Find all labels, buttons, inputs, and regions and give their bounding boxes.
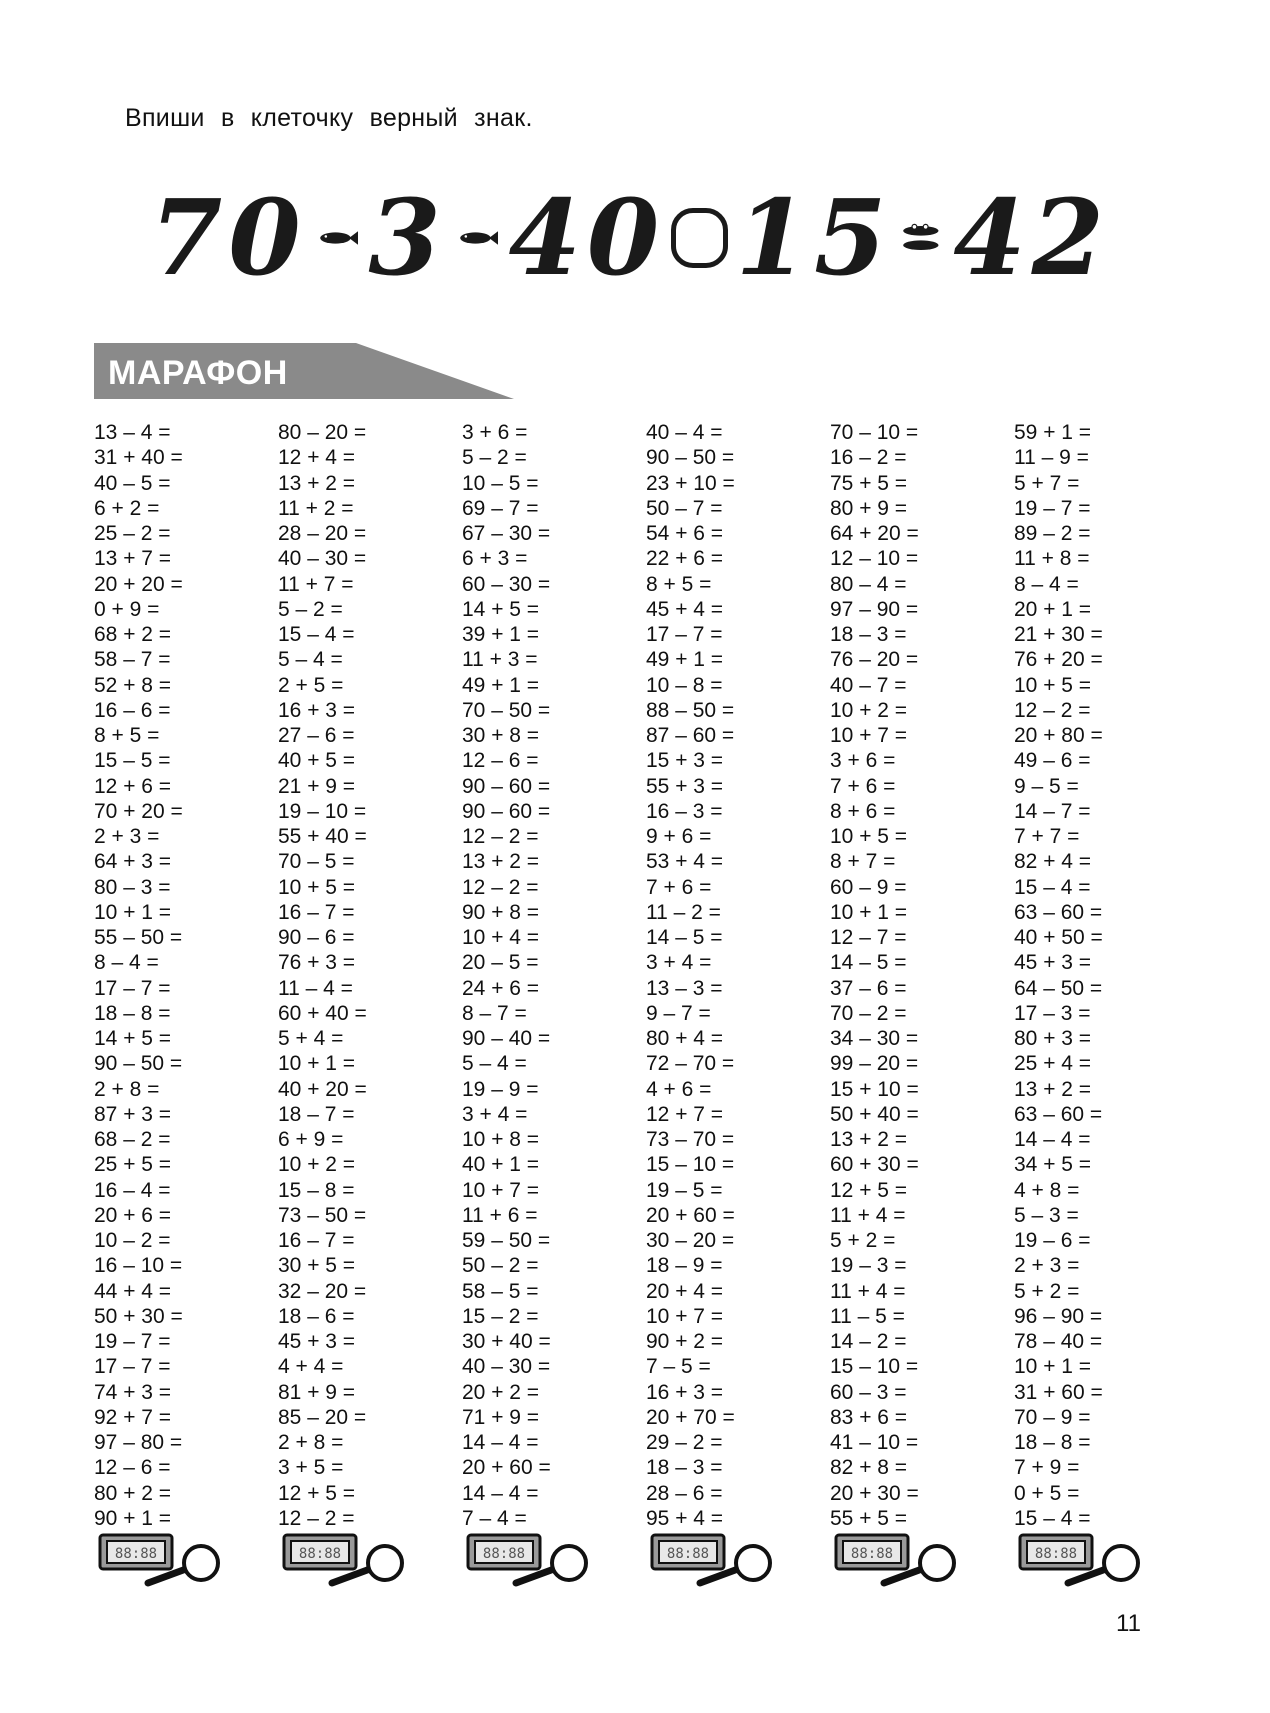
exercise-item: 23 + 10 = xyxy=(646,471,735,495)
exercise-item: 10 + 5 = xyxy=(278,875,356,899)
exercise-item: 10 + 7 = xyxy=(646,1304,724,1328)
exercise-column xyxy=(462,420,642,1531)
exercise-item: 55 + 3 = xyxy=(646,774,724,798)
fish-minus-icon xyxy=(317,225,359,251)
exercise-item: 90 – 60 = xyxy=(462,799,551,823)
exercise-item: 10 + 1 = xyxy=(278,1052,356,1076)
exercise-item: 15 – 4 = xyxy=(278,623,355,646)
exercise-item: 24 + 6 = xyxy=(462,976,540,1000)
exercise-item: 2 + 3 = xyxy=(1014,1254,1080,1278)
exercise-item: 7 + 6 = xyxy=(646,875,712,899)
exercise-item: 82 + 8 = xyxy=(830,1456,908,1480)
exercise-item: 12 + 5 = xyxy=(830,1178,908,1202)
exercise-item: 4 + 6 = xyxy=(646,1077,712,1101)
exercise-item: 50 – 7 = xyxy=(646,496,723,520)
exercise-item: 90 – 50 = xyxy=(94,1052,183,1076)
exercise-item: 11 + 3 = xyxy=(462,648,538,672)
exercise-item: 16 – 7 = xyxy=(278,900,355,924)
exercise-item: 32 – 20 = xyxy=(278,1279,367,1303)
exercise-item: 87 – 60 = xyxy=(646,724,735,747)
exercise-item: 12 – 2 = xyxy=(462,875,539,899)
exercise-item: 8 + 7 = xyxy=(830,850,896,874)
exercise-item: 14 + 5 = xyxy=(94,1027,172,1050)
exercise-item: 30 + 8 = xyxy=(462,724,540,747)
exercise-item: 15 – 2 = xyxy=(462,1304,539,1328)
exercise-item: 3 + 5 = xyxy=(278,1456,344,1480)
exercise-item: 7 + 7 = xyxy=(1014,825,1080,848)
exercise-item: 16 – 10 = xyxy=(94,1254,183,1278)
exercise-item: 58 – 5 = xyxy=(462,1279,539,1303)
exercise-item: 40 – 4 = xyxy=(646,421,723,444)
exercise-item: 7 + 6 = xyxy=(830,774,896,798)
exercise-item: 60 – 9 = xyxy=(830,875,907,899)
stopwatch-magnifier-icon xyxy=(650,1533,775,1589)
exercise-column xyxy=(1014,420,1194,1531)
exercise-item: 19 – 3 = xyxy=(830,1254,907,1278)
fish-equals-icon xyxy=(900,218,945,258)
exercise-item: 5 – 2 = xyxy=(462,446,527,470)
exercise-item: 13 + 7 = xyxy=(94,547,172,571)
exercise-item: 40 – 30 = xyxy=(462,1355,551,1379)
exercise-item: 64 + 3 = xyxy=(94,850,172,874)
stopwatch-magnifier-icon xyxy=(98,1533,223,1589)
exercise-item: 18 – 9 = xyxy=(646,1254,723,1278)
exercise-item: 0 + 9 = xyxy=(94,597,160,621)
exercise-item: 4 + 8 = xyxy=(1014,1178,1080,1202)
exercise-item: 34 – 30 = xyxy=(830,1027,919,1050)
exercise-item: 16 – 3 = xyxy=(646,799,723,823)
exercise-item: 49 + 1 = xyxy=(462,673,540,697)
exercise-item: 2 + 5 = xyxy=(278,673,344,697)
exercise-item: 11 – 9 = xyxy=(1014,446,1089,470)
exercise-item: 18 – 8 = xyxy=(1014,1431,1091,1454)
stopwatch-magnifier-icon xyxy=(466,1533,591,1589)
exercise-item: 97 – 90 = xyxy=(830,597,919,621)
exercise-item: 83 + 6 = xyxy=(830,1405,908,1429)
exercise-item: 87 + 3 = xyxy=(94,1102,172,1126)
exercise-item: 11 + 4 = xyxy=(830,1279,906,1303)
exercise-item: 76 + 20 = xyxy=(1014,648,1103,672)
exercise-item: 16 – 7 = xyxy=(278,1229,355,1252)
exercise-item: 15 – 5 = xyxy=(94,749,171,773)
exercise-item: 5 – 4 = xyxy=(462,1052,527,1076)
section-title: МАРАФОН xyxy=(108,354,288,392)
exercise-item: 52 + 8 = xyxy=(94,673,172,697)
exercise-item: 54 + 6 = xyxy=(646,522,724,545)
exercise-item: 12 – 6 = xyxy=(462,749,539,773)
exercise-item: 60 – 3 = xyxy=(830,1380,907,1404)
exercise-item: 12 – 7 = xyxy=(830,926,907,949)
exercise-item: 20 + 80 = xyxy=(1014,724,1103,747)
exercise-item: 20 + 70 = xyxy=(646,1405,735,1429)
exercise-item: 44 + 4 = xyxy=(94,1279,172,1303)
exercise-item: 55 – 50 = xyxy=(94,926,183,949)
exercise-item: 15 – 10 = xyxy=(830,1355,919,1379)
exercise-item: 15 + 3 = xyxy=(646,749,724,773)
exercise-item: 82 + 4 = xyxy=(1014,850,1092,874)
exercise-item: 12 – 6 = xyxy=(94,1456,171,1480)
exercise-item: 64 – 50 = xyxy=(1014,976,1103,1000)
exercise-item: 20 + 30 = xyxy=(830,1481,919,1505)
exercise-item: 13 + 2 = xyxy=(278,471,356,495)
exercise-item: 40 + 20 = xyxy=(278,1077,367,1101)
exercise-item: 3 + 6 = xyxy=(830,749,896,773)
exercise-item: 14 – 4 = xyxy=(1014,1128,1091,1151)
exercise-item: 50 + 40 = xyxy=(830,1102,919,1126)
exercise-item: 50 + 30 = xyxy=(94,1304,183,1328)
svg-text:88:88: 88:88 xyxy=(298,1546,342,1562)
exercise-item: 90 – 6 = xyxy=(278,926,355,949)
exercise-item: 37 – 6 = xyxy=(830,976,907,1000)
exercise-item: 96 – 90 = xyxy=(1014,1304,1103,1328)
exercise-item: 20 + 60 = xyxy=(462,1456,551,1480)
exercise-item: 90 – 50 = xyxy=(646,446,735,470)
exercise-item: 5 + 7 = xyxy=(1014,471,1080,495)
answer-box[interactable] xyxy=(671,208,727,268)
exercise-item: 60 + 30 = xyxy=(830,1153,919,1177)
exercise-item: 20 + 4 = xyxy=(646,1279,724,1303)
exercise-item: 19 – 7 = xyxy=(1014,496,1091,520)
exercise-item: 50 – 2 = xyxy=(462,1254,539,1278)
exercise-item: 12 + 4 = xyxy=(278,446,356,470)
exercise-item: 53 + 4 = xyxy=(646,850,724,874)
exercise-item: 21 + 30 = xyxy=(1014,623,1103,646)
exercise-item: 9 + 6 = xyxy=(646,825,712,848)
page-number: 11 xyxy=(1116,1610,1141,1637)
puzzle-number-3: 40 xyxy=(508,175,666,299)
exercise-item: 89 – 2 = xyxy=(1014,522,1091,545)
exercise-item: 7 – 4 = xyxy=(462,1506,527,1530)
stopwatch-magnifier-icon xyxy=(282,1533,407,1589)
exercise-item: 13 – 4 = xyxy=(94,421,171,444)
puzzle-number-4: 15 xyxy=(735,175,893,299)
exercise-item: 10 – 2 = xyxy=(94,1229,171,1252)
exercise-item: 10 + 2 = xyxy=(278,1153,356,1177)
exercise-column xyxy=(278,420,458,1531)
exercise-item: 13 – 3 = xyxy=(646,976,723,1000)
exercise-item: 11 + 4 = xyxy=(830,1203,906,1227)
exercise-item: 14 – 5 = xyxy=(646,926,723,949)
exercise-item: 4 + 4 = xyxy=(278,1355,344,1379)
exercise-item: 92 + 7 = xyxy=(94,1405,172,1429)
exercise-column xyxy=(94,420,274,1531)
exercise-item: 63 – 60 = xyxy=(1014,1102,1103,1126)
exercise-item: 14 – 7 = xyxy=(1014,799,1091,823)
exercise-item: 81 + 9 = xyxy=(278,1380,356,1404)
exercise-item: 64 + 20 = xyxy=(830,522,919,545)
exercise-item: 31 + 60 = xyxy=(1014,1380,1103,1404)
exercise-item: 8 + 5 = xyxy=(94,724,160,747)
exercise-item: 45 + 3 = xyxy=(278,1330,356,1353)
exercise-item: 12 + 5 = xyxy=(278,1481,356,1505)
svg-text:88:88: 88:88 xyxy=(482,1546,526,1562)
exercise-item: 12 – 10 = xyxy=(830,547,919,571)
exercise-item: 18 – 3 = xyxy=(830,623,907,646)
exercise-item: 16 – 4 = xyxy=(94,1178,171,1202)
exercise-item: 13 + 2 = xyxy=(1014,1077,1092,1101)
exercise-item: 10 + 7 = xyxy=(830,724,908,747)
exercise-item: 10 + 7 = xyxy=(462,1178,540,1202)
exercise-item: 5 + 2 = xyxy=(830,1229,896,1252)
exercise-item: 11 + 7 = xyxy=(278,572,354,596)
exercise-item: 15 + 10 = xyxy=(830,1077,919,1101)
exercise-item: 5 + 2 = xyxy=(1014,1279,1080,1303)
exercise-item: 3 + 6 = xyxy=(462,421,528,444)
exercise-item: 19 – 7 = xyxy=(94,1330,171,1353)
exercise-item: 80 + 9 = xyxy=(830,496,908,520)
exercise-item: 78 – 40 = xyxy=(1014,1330,1103,1353)
exercise-item: 18 – 7 = xyxy=(278,1102,355,1126)
exercise-item: 80 + 2 = xyxy=(94,1481,172,1505)
exercise-item: 55 + 5 = xyxy=(830,1506,908,1530)
exercise-item: 8 – 4 = xyxy=(94,951,159,975)
exercise-item: 88 – 50 = xyxy=(646,698,735,722)
exercise-item: 20 + 2 = xyxy=(462,1380,540,1404)
exercise-item: 30 + 5 = xyxy=(278,1254,356,1278)
exercise-item: 73 – 70 = xyxy=(646,1128,735,1151)
exercise-item: 10 + 5 = xyxy=(1014,673,1092,697)
exercise-item: 16 + 3 = xyxy=(646,1380,724,1404)
exercise-item: 20 + 1 = xyxy=(1014,597,1092,621)
exercise-item: 14 + 5 = xyxy=(462,597,540,621)
exercise-item: 3 + 4 = xyxy=(462,1102,528,1126)
exercise-item: 5 + 4 = xyxy=(278,1027,344,1050)
exercise-item: 19 – 6 = xyxy=(1014,1229,1091,1252)
exercise-item: 28 – 6 = xyxy=(646,1481,723,1505)
exercise-item: 3 + 4 = xyxy=(646,951,712,975)
fish-minus-icon xyxy=(457,225,499,251)
exercise-item: 28 – 20 = xyxy=(278,522,367,545)
exercise-column xyxy=(830,420,1010,1531)
exercise-item: 11 + 8 = xyxy=(1014,547,1090,571)
exercise-item: 95 + 4 = xyxy=(646,1506,724,1530)
exercise-item: 20 – 5 = xyxy=(462,951,539,975)
exercise-item: 20 + 6 = xyxy=(94,1203,172,1227)
exercise-item: 14 – 5 = xyxy=(830,951,907,975)
exercise-item: 29 – 2 = xyxy=(646,1431,723,1454)
exercise-item: 14 – 4 = xyxy=(462,1431,539,1454)
exercise-item: 17 – 7 = xyxy=(94,976,171,1000)
exercise-item: 13 + 2 = xyxy=(830,1128,908,1151)
exercise-item: 59 + 1 = xyxy=(1014,421,1092,444)
exercise-item: 90 + 2 = xyxy=(646,1330,724,1353)
exercise-item: 49 + 1 = xyxy=(646,648,724,672)
exercise-item: 75 + 5 = xyxy=(830,471,908,495)
exercise-item: 60 – 30 = xyxy=(462,572,551,596)
exercise-item: 11 + 2 = xyxy=(278,496,354,520)
exercise-item: 58 – 7 = xyxy=(94,648,171,672)
exercise-item: 71 + 9 = xyxy=(462,1405,540,1429)
svg-text:88:88: 88:88 xyxy=(666,1546,710,1562)
svg-text:88:88: 88:88 xyxy=(850,1546,894,1562)
exercise-item: 72 – 70 = xyxy=(646,1052,735,1076)
puzzle-result: 42 xyxy=(953,175,1110,299)
exercise-item: 40 – 30 = xyxy=(278,547,367,571)
exercise-item: 11 – 4 = xyxy=(278,976,353,1000)
exercise-item: 14 – 4 = xyxy=(462,1481,539,1505)
exercise-item: 11 – 5 = xyxy=(830,1304,905,1328)
exercise-item: 45 + 3 = xyxy=(1014,951,1092,975)
exercise-item: 25 + 5 = xyxy=(94,1153,172,1177)
exercise-item: 30 + 40 = xyxy=(462,1330,551,1353)
svg-text:88:88: 88:88 xyxy=(114,1546,158,1562)
exercise-item: 67 – 30 = xyxy=(462,522,551,545)
exercise-item: 17 – 7 = xyxy=(94,1355,171,1379)
exercise-item: 6 + 9 = xyxy=(278,1128,344,1151)
exercise-item: 70 – 2 = xyxy=(830,1001,907,1025)
exercise-item: 8 + 6 = xyxy=(830,799,896,823)
exercise-item: 16 – 6 = xyxy=(94,698,171,722)
exercise-item: 14 – 2 = xyxy=(830,1330,907,1353)
exercise-item: 41 – 10 = xyxy=(830,1431,919,1454)
exercise-item: 76 – 20 = xyxy=(830,648,919,672)
exercise-item: 10 + 1 = xyxy=(830,900,908,924)
exercise-item: 16 – 2 = xyxy=(830,446,907,470)
exercise-item: 18 – 8 = xyxy=(94,1001,171,1025)
exercise-item: 9 – 5 = xyxy=(1014,774,1079,798)
exercise-item: 8 + 5 = xyxy=(646,572,712,596)
exercise-item: 70 – 50 = xyxy=(462,698,551,722)
exercise-item: 45 + 4 = xyxy=(646,597,724,621)
exercise-item: 19 – 9 = xyxy=(462,1077,539,1101)
exercise-item: 55 + 40 = xyxy=(278,825,367,848)
exercise-item: 10 + 1 = xyxy=(94,900,172,924)
exercise-item: 70 – 10 = xyxy=(830,421,919,444)
exercise-item: 80 – 20 = xyxy=(278,421,367,444)
exercise-item: 10 – 8 = xyxy=(646,673,723,697)
exercise-item: 13 + 2 = xyxy=(462,850,540,874)
exercise-item: 19 – 10 = xyxy=(278,799,367,823)
puzzle-equation xyxy=(150,175,1110,299)
exercise-item: 69 – 7 = xyxy=(462,496,539,520)
section-banner xyxy=(94,343,514,399)
exercise-item: 18 – 3 = xyxy=(646,1456,723,1480)
exercise-item: 12 + 6 = xyxy=(94,774,172,798)
exercise-item: 30 – 20 = xyxy=(646,1229,735,1252)
exercise-item: 10 + 1 = xyxy=(1014,1355,1092,1379)
exercise-item: 18 – 6 = xyxy=(278,1304,355,1328)
exercise-item: 99 – 20 = xyxy=(830,1052,919,1076)
exercise-item: 80 – 3 = xyxy=(94,875,171,899)
exercise-item: 17 – 7 = xyxy=(646,623,723,646)
exercise-item: 10 + 5 = xyxy=(830,825,908,848)
exercise-item: 16 + 3 = xyxy=(278,698,356,722)
exercise-item: 20 + 60 = xyxy=(646,1203,735,1227)
exercise-item: 85 – 20 = xyxy=(278,1405,367,1429)
exercise-item: 40 – 5 = xyxy=(94,471,171,495)
exercise-item: 70 + 20 = xyxy=(94,799,183,823)
exercise-item: 2 + 3 = xyxy=(94,825,160,848)
exercise-item: 11 – 2 = xyxy=(646,900,721,924)
exercise-item: 63 – 60 = xyxy=(1014,900,1103,924)
exercise-item: 59 – 50 = xyxy=(462,1229,551,1252)
exercise-item: 15 – 8 = xyxy=(278,1178,355,1202)
exercise-item: 34 + 5 = xyxy=(1014,1153,1092,1177)
stopwatch-magnifier-icon xyxy=(1018,1533,1143,1589)
exercise-item: 68 – 2 = xyxy=(94,1128,171,1151)
exercise-item: 19 – 5 = xyxy=(646,1178,723,1202)
exercise-item: 10 – 5 = xyxy=(462,471,539,495)
exercise-item: 25 – 2 = xyxy=(94,522,171,545)
exercise-item: 5 – 2 = xyxy=(278,597,343,621)
exercise-item: 15 – 4 = xyxy=(1014,875,1091,899)
exercise-item: 25 + 4 = xyxy=(1014,1052,1092,1076)
exercise-item: 40 + 5 = xyxy=(278,749,356,773)
puzzle-number-1: 70 xyxy=(150,175,307,299)
exercise-item: 6 + 2 = xyxy=(94,496,160,520)
exercise-item: 39 + 1 = xyxy=(462,623,540,646)
exercise-item: 31 + 40 = xyxy=(94,446,183,470)
exercise-item: 12 – 2 = xyxy=(462,825,539,848)
exercise-item: 12 – 2 = xyxy=(278,1506,355,1530)
exercise-item: 8 – 7 = xyxy=(462,1001,527,1025)
exercise-item: 11 + 6 = xyxy=(462,1203,538,1227)
exercise-item: 90 – 40 = xyxy=(462,1027,551,1050)
exercise-item: 90 – 60 = xyxy=(462,774,551,798)
exercise-item: 5 – 4 = xyxy=(278,648,343,672)
exercise-item: 27 – 6 = xyxy=(278,724,355,747)
exercise-item: 60 + 40 = xyxy=(278,1001,367,1025)
puzzle-number-2: 3 xyxy=(368,175,447,299)
exercise-item: 70 – 9 = xyxy=(1014,1405,1091,1429)
exercise-item: 22 + 6 = xyxy=(646,547,724,571)
svg-text:88:88: 88:88 xyxy=(1034,1546,1078,1562)
exercise-item: 8 – 4 = xyxy=(1014,572,1079,596)
exercise-item: 90 + 1 = xyxy=(94,1506,172,1530)
exercise-item: 7 + 9 = xyxy=(1014,1456,1080,1480)
exercise-item: 80 – 4 = xyxy=(830,572,907,596)
exercise-item: 15 – 10 = xyxy=(646,1153,735,1177)
exercise-item: 15 – 4 = xyxy=(1014,1506,1091,1530)
exercise-item: 49 – 6 = xyxy=(1014,749,1091,773)
exercise-item: 2 + 8 = xyxy=(94,1077,160,1101)
exercise-item: 40 + 50 = xyxy=(1014,926,1103,949)
exercise-item: 73 – 50 = xyxy=(278,1203,367,1227)
exercise-item: 10 + 2 = xyxy=(830,698,908,722)
exercise-column xyxy=(646,420,826,1531)
exercise-item: 0 + 5 = xyxy=(1014,1481,1080,1505)
exercise-item: 7 – 5 = xyxy=(646,1355,711,1379)
exercise-item: 21 + 9 = xyxy=(278,774,356,798)
exercise-item: 90 + 8 = xyxy=(462,900,540,924)
exercise-item: 97 – 80 = xyxy=(94,1431,183,1454)
exercise-item: 5 – 3 = xyxy=(1014,1203,1079,1227)
exercise-item: 80 + 4 = xyxy=(646,1027,724,1050)
stopwatch-magnifier-icon xyxy=(834,1533,959,1589)
instruction-text: Впиши в клеточку верный знак. xyxy=(125,104,533,132)
exercise-item: 10 + 4 = xyxy=(462,926,540,949)
exercise-item: 80 + 3 = xyxy=(1014,1027,1092,1050)
exercise-item: 12 – 2 = xyxy=(1014,698,1091,722)
exercise-item: 70 – 5 = xyxy=(278,850,355,874)
exercise-item: 68 + 2 = xyxy=(94,623,172,646)
exercise-columns xyxy=(94,420,1204,1530)
exercise-item: 12 + 7 = xyxy=(646,1102,724,1126)
exercise-item: 2 + 8 = xyxy=(278,1431,344,1454)
exercise-item: 10 + 8 = xyxy=(462,1128,540,1151)
exercise-item: 6 + 3 = xyxy=(462,547,528,571)
exercise-item: 40 – 7 = xyxy=(830,673,907,697)
exercise-item: 17 – 3 = xyxy=(1014,1001,1091,1025)
exercise-item: 9 – 7 = xyxy=(646,1001,711,1025)
exercise-item: 74 + 3 = xyxy=(94,1380,172,1404)
exercise-item: 20 + 20 = xyxy=(94,572,183,596)
exercise-item: 40 + 1 = xyxy=(462,1153,540,1177)
exercise-item: 76 + 3 = xyxy=(278,951,356,975)
